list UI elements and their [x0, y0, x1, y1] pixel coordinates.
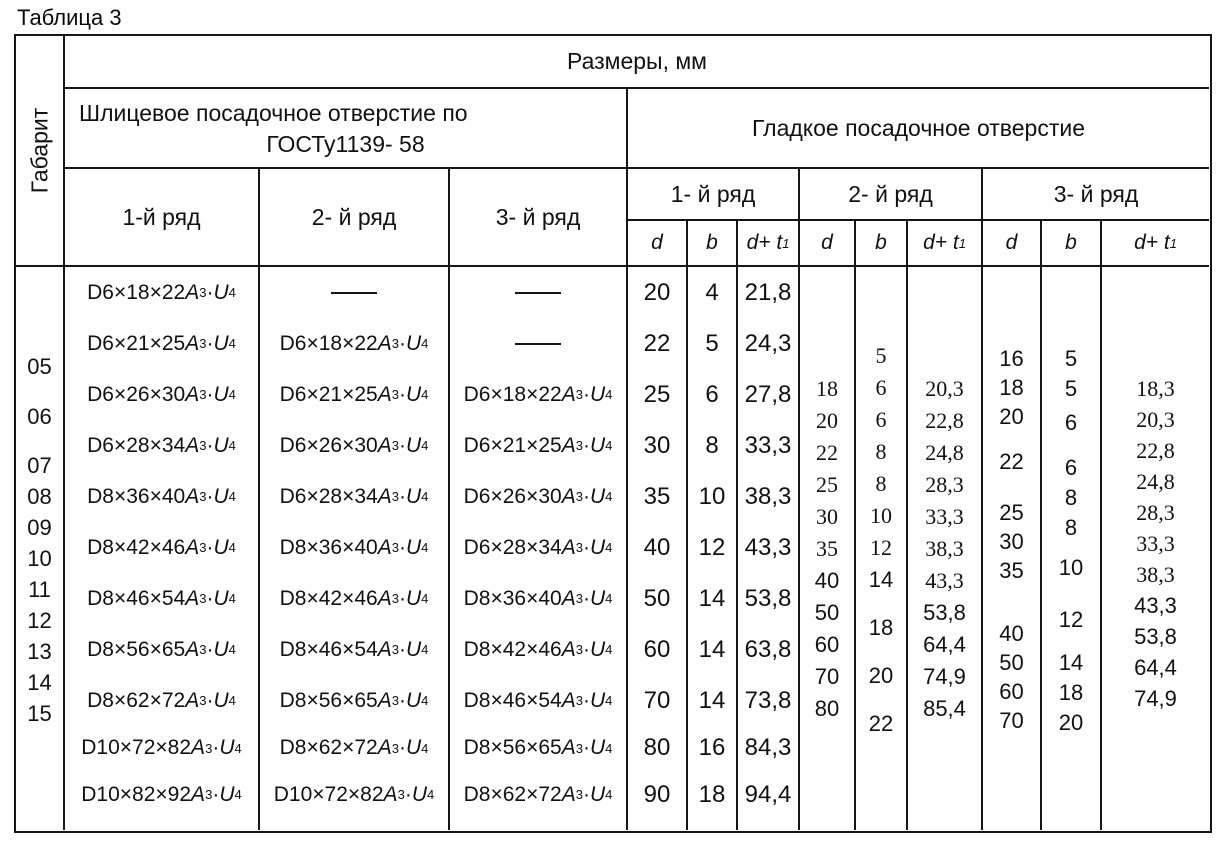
dimension-value-dt1: 33,3 [1136, 531, 1175, 556]
dimension-value-b: 20 [868, 663, 894, 688]
dimension-value-dt1: 63,8 [744, 635, 792, 663]
dash [515, 343, 561, 345]
col-header-b-1: b [688, 221, 738, 267]
dimension-value-b: 10 [1058, 555, 1084, 580]
dimension-value-dt1: 33,3 [744, 431, 792, 459]
dimension-value-b: 18 [1058, 680, 1084, 705]
gabarit-value: 05 [27, 354, 52, 379]
dimension-value-b: 6 [705, 380, 719, 408]
dimension-value-d: 20 [816, 408, 838, 433]
dash [331, 292, 377, 294]
dimension-value-b: 8 [705, 431, 719, 459]
dimension-value-d: 35 [999, 558, 1024, 583]
table-title: Таблица 3 [17, 5, 122, 30]
dimension-value-d: 20 [643, 278, 671, 306]
spline-hole-designation: D10×82×92 A 3 · U 4 [81, 782, 242, 806]
spline-hole-designation: D6×28×34 A 3 · U 4 [87, 433, 236, 457]
dimension-value-d: 18 [816, 376, 838, 401]
spline-hole-designation: D8×56×65 A 3 · U 4 [463, 736, 613, 759]
dimension-value-dt1: 53,8 [1134, 624, 1177, 649]
dimension-value-d: 60 [814, 632, 840, 657]
spline-hole-designation: D8×36×40 A 3 · U 4 [279, 535, 429, 559]
spline-section-line2: ГОСТу1139- 58 [266, 131, 425, 157]
dimension-value-d: 40 [643, 533, 671, 561]
dimension-value-d: 50 [643, 584, 671, 612]
spline-hole-designation: D8×36×40 A 3 · U 4 [463, 586, 613, 610]
spline-row3-header: 3- й ряд [450, 169, 628, 267]
dimension-value-b: 16 [698, 734, 726, 761]
smooth1-dt1-column [738, 267, 800, 830]
dimension-value-d: 60 [643, 635, 671, 663]
dimension-value-d: 22 [816, 440, 838, 465]
dimension-value-dt1: 20,3 [1136, 407, 1175, 432]
dimension-value-d: 80 [814, 696, 840, 721]
smooth-row3-header: 3- й ряд [983, 169, 1209, 221]
dimension-value-d: 18 [999, 375, 1024, 400]
smooth-section-header: Гладкое посадочное отверстие [628, 89, 1209, 169]
dimension-value-d: 70 [814, 664, 840, 689]
dimension-value-dt1: 24,8 [925, 440, 964, 465]
spline-hole-designation: D6×26×30 A 3 · U 4 [279, 433, 429, 457]
dimension-value-d: 35 [643, 482, 671, 510]
dimension-value-b: 18 [868, 615, 894, 640]
spline-hole-designation: D8×62×72 A 3 · U 4 [463, 782, 613, 806]
dimensions-table [14, 34, 1212, 833]
spline-hole-designation: D6×18×22 A 3 · U 4 [463, 382, 613, 406]
col-header-d-2: d [800, 221, 856, 267]
dimension-value-d: 50 [999, 650, 1024, 675]
dimension-value-dt1: 74,9 [923, 664, 966, 689]
spline-section-header [65, 89, 628, 169]
spline-hole-designation: D8×56×65 A 3 · U 4 [87, 637, 236, 661]
gabarit-value: 14 [27, 670, 52, 695]
spline-row2-header: 2- й ряд [260, 169, 450, 267]
dimension-value-dt1: 28,3 [1136, 500, 1175, 525]
spline-section-line1: Шлицевое посадочное отверстие по [79, 100, 468, 126]
gabarit-value: 13 [27, 639, 52, 664]
gabarit-value: 11 [28, 577, 51, 602]
dimension-value-b: 12 [698, 533, 726, 561]
dimension-value-dt1: 74,9 [1134, 686, 1177, 711]
col-header-dt1-3: d+ t 1 [1102, 221, 1209, 267]
dimension-value-d: 16 [999, 346, 1024, 371]
dimension-value-dt1: 64,4 [923, 632, 966, 657]
spline-hole-designation: D10×72×82 A 3 · U 4 [273, 782, 435, 806]
spline-hole-designation: D8×36×40 A 3 · U 4 [87, 484, 236, 508]
dimension-value-dt1: 38,3 [925, 536, 964, 561]
spline-hole-designation: D6×26×30 A 3 · U 4 [463, 484, 613, 508]
dimension-value-d: 60 [999, 679, 1024, 704]
dimension-value-b: 8 [1064, 515, 1078, 540]
dimension-value-d: 22 [643, 329, 671, 357]
col-header-b-2: b [856, 221, 908, 267]
dimension-value-b: 12 [1058, 607, 1084, 632]
col-header-dt1-1: d+ t 1 [738, 221, 800, 267]
col-header-d-3: d [983, 221, 1042, 267]
gabarit-value: 09 [27, 515, 52, 540]
dimension-value-b: 20 [1058, 710, 1084, 735]
empty-dash-cell [260, 267, 448, 318]
dimension-value-dt1: 22,8 [925, 408, 964, 433]
spline-hole-designation: D6×21×25 A 3 · U 4 [463, 433, 613, 457]
dimension-value-d: 80 [643, 734, 671, 761]
dimension-value-b: 5 [705, 329, 719, 357]
gabarit-value: 12 [27, 608, 52, 633]
dimension-value-b: 14 [1058, 650, 1084, 675]
spline-hole-designation: D8×56×65 A 3 · U 4 [279, 688, 429, 712]
dimension-value-b: 14 [868, 567, 894, 592]
dimension-value-d: 50 [814, 600, 840, 625]
col-header-d-1: d [628, 221, 688, 267]
dimension-value-b: 8 [875, 439, 887, 464]
empty-dash-cell [450, 267, 626, 318]
smooth2-b-column [856, 267, 908, 830]
dimension-value-b: 14 [698, 584, 726, 612]
dimension-value-dt1: 27,8 [744, 380, 792, 408]
corner-header-label: Габарит [26, 107, 53, 194]
dimension-value-dt1: 18,3 [1136, 376, 1175, 401]
dimension-value-dt1: 64,4 [1134, 655, 1177, 680]
dimension-value-dt1: 20,3 [925, 376, 964, 401]
dimension-value-d: 90 [643, 780, 671, 808]
dimension-value-d: 40 [999, 621, 1024, 646]
dimension-value-b: 5 [1064, 376, 1078, 401]
dimension-value-b: 10 [698, 482, 726, 510]
dimension-value-d: 30 [643, 431, 671, 459]
spline-column-1 [65, 267, 260, 830]
dimension-value-dt1: 24,8 [1136, 469, 1175, 494]
dimension-value-b: 14 [698, 635, 726, 663]
spline-row1-header: 1-й ряд [65, 169, 260, 267]
dimension-value-b: 6 [1064, 410, 1078, 435]
spline-hole-designation: D6×21×25 A 3 · U 4 [279, 382, 429, 406]
spline-hole-designation: D6×18×22 A 3 · U 4 [279, 331, 429, 355]
dimension-value-dt1: 85,4 [923, 696, 966, 721]
dimension-value-b: 18 [698, 780, 726, 808]
dimension-value-d: 70 [643, 686, 671, 714]
empty-dash-cell [450, 318, 626, 369]
dimension-value-dt1: 28,3 [925, 472, 964, 497]
dimension-value-dt1: 94,4 [744, 780, 792, 808]
dimension-value-b: 12 [870, 535, 892, 560]
gabarit-value: 10 [27, 546, 52, 571]
dimension-value-b: 6 [875, 407, 887, 432]
dimension-value-d: 20 [999, 404, 1024, 429]
gabarit-value: 07 [27, 453, 52, 478]
dimension-value-b: 6 [1064, 455, 1078, 480]
spline-hole-designation: D6×28×34 A 3 · U 4 [279, 484, 429, 508]
dimension-value-b: 5 [875, 343, 887, 368]
dimension-value-d: 25 [999, 500, 1024, 525]
dimension-value-d: 35 [816, 536, 838, 561]
size-units-header: Размеры, мм [65, 36, 1209, 89]
corner-header-cell [16, 36, 65, 267]
smooth1-d-column [628, 267, 688, 830]
smooth1-b-column [688, 267, 738, 830]
spline-hole-designation: D6×18×22 A 3 · U 4 [87, 280, 236, 304]
spline-hole-designation: D6×28×34 A 3 · U 4 [463, 535, 613, 559]
dimension-value-dt1: 73,8 [744, 686, 792, 714]
spline-hole-designation: D8×46×54 A 3 · U 4 [463, 688, 613, 712]
spline-hole-designation: D8×42×46 A 3 · U 4 [463, 637, 613, 661]
dimension-value-dt1: 43,3 [1134, 593, 1177, 618]
spline-hole-designation: D8×62×72 A 3 · U 4 [279, 736, 429, 759]
spline-hole-designation: D8×42×46 A 3 · U 4 [279, 586, 429, 610]
smooth-row2-header: 2- й ряд [800, 169, 983, 221]
dimension-value-dt1: 38,3 [1136, 562, 1175, 587]
dimension-value-d: 22 [999, 449, 1024, 474]
dimension-value-b: 8 [875, 471, 887, 496]
col-header-b-3: b [1042, 221, 1102, 267]
spline-hole-designation: D8×42×46 A 3 · U 4 [87, 535, 236, 559]
gabarit-value: 15 [27, 701, 52, 726]
dimension-value-dt1: 38,3 [744, 482, 792, 510]
col-header-dt1-2: d+ t 1 [908, 221, 983, 267]
dimension-value-dt1: 33,3 [925, 504, 964, 529]
dimension-value-d: 25 [816, 472, 838, 497]
dimension-value-dt1: 43,3 [744, 533, 792, 561]
spline-hole-designation: D8×46×54 A 3 · U 4 [87, 586, 236, 610]
dimension-value-dt1: 43,3 [925, 568, 964, 593]
gabarit-value: 08 [27, 484, 52, 509]
dimension-value-d: 30 [999, 529, 1024, 554]
spline-column-2 [260, 267, 450, 830]
dimension-value-d: 70 [999, 708, 1024, 733]
dimension-value-b: 6 [875, 375, 887, 400]
dimension-value-dt1: 53,8 [744, 584, 792, 612]
spline-hole-designation: D8×62×72 A 3 · U 4 [87, 688, 236, 712]
dimension-value-d: 30 [816, 504, 838, 529]
dimension-value-b: 14 [698, 686, 726, 714]
spline-hole-designation: D6×21×25 A 3 · U 4 [87, 331, 236, 355]
dimension-value-d: 25 [643, 380, 671, 408]
smooth3-dt1-column [1102, 267, 1209, 830]
dimension-value-b: 8 [1064, 485, 1078, 510]
gabarit-value: 06 [27, 404, 52, 429]
dimension-value-dt1: 24,3 [744, 329, 792, 357]
dash [515, 292, 561, 294]
dimension-value-b: 10 [870, 503, 892, 528]
smooth3-d-column [983, 267, 1042, 830]
smooth2-dt1-column [908, 267, 983, 830]
dimension-value-dt1: 22,8 [1136, 438, 1175, 463]
dimension-value-dt1: 84,3 [744, 734, 792, 761]
dimension-value-b: 22 [868, 711, 894, 736]
gabarit-column [16, 267, 65, 830]
dimension-value-b: 4 [705, 278, 719, 306]
dimension-value-dt1: 53,8 [923, 600, 966, 625]
spline-hole-designation: D8×46×54 A 3 · U 4 [279, 637, 429, 661]
spline-column-3 [450, 267, 628, 830]
smooth3-b-column [1042, 267, 1102, 830]
dimension-value-dt1: 21,8 [744, 278, 792, 306]
dimension-value-b: 5 [1064, 346, 1078, 371]
dimension-value-d: 40 [814, 568, 840, 593]
spline-hole-designation: D10×72×82 A 3 · U 4 [81, 736, 242, 759]
spline-hole-designation: D6×26×30 A 3 · U 4 [87, 382, 236, 406]
smooth-row1-header: 1- й ряд [628, 169, 800, 221]
smooth2-d-column [800, 267, 856, 830]
